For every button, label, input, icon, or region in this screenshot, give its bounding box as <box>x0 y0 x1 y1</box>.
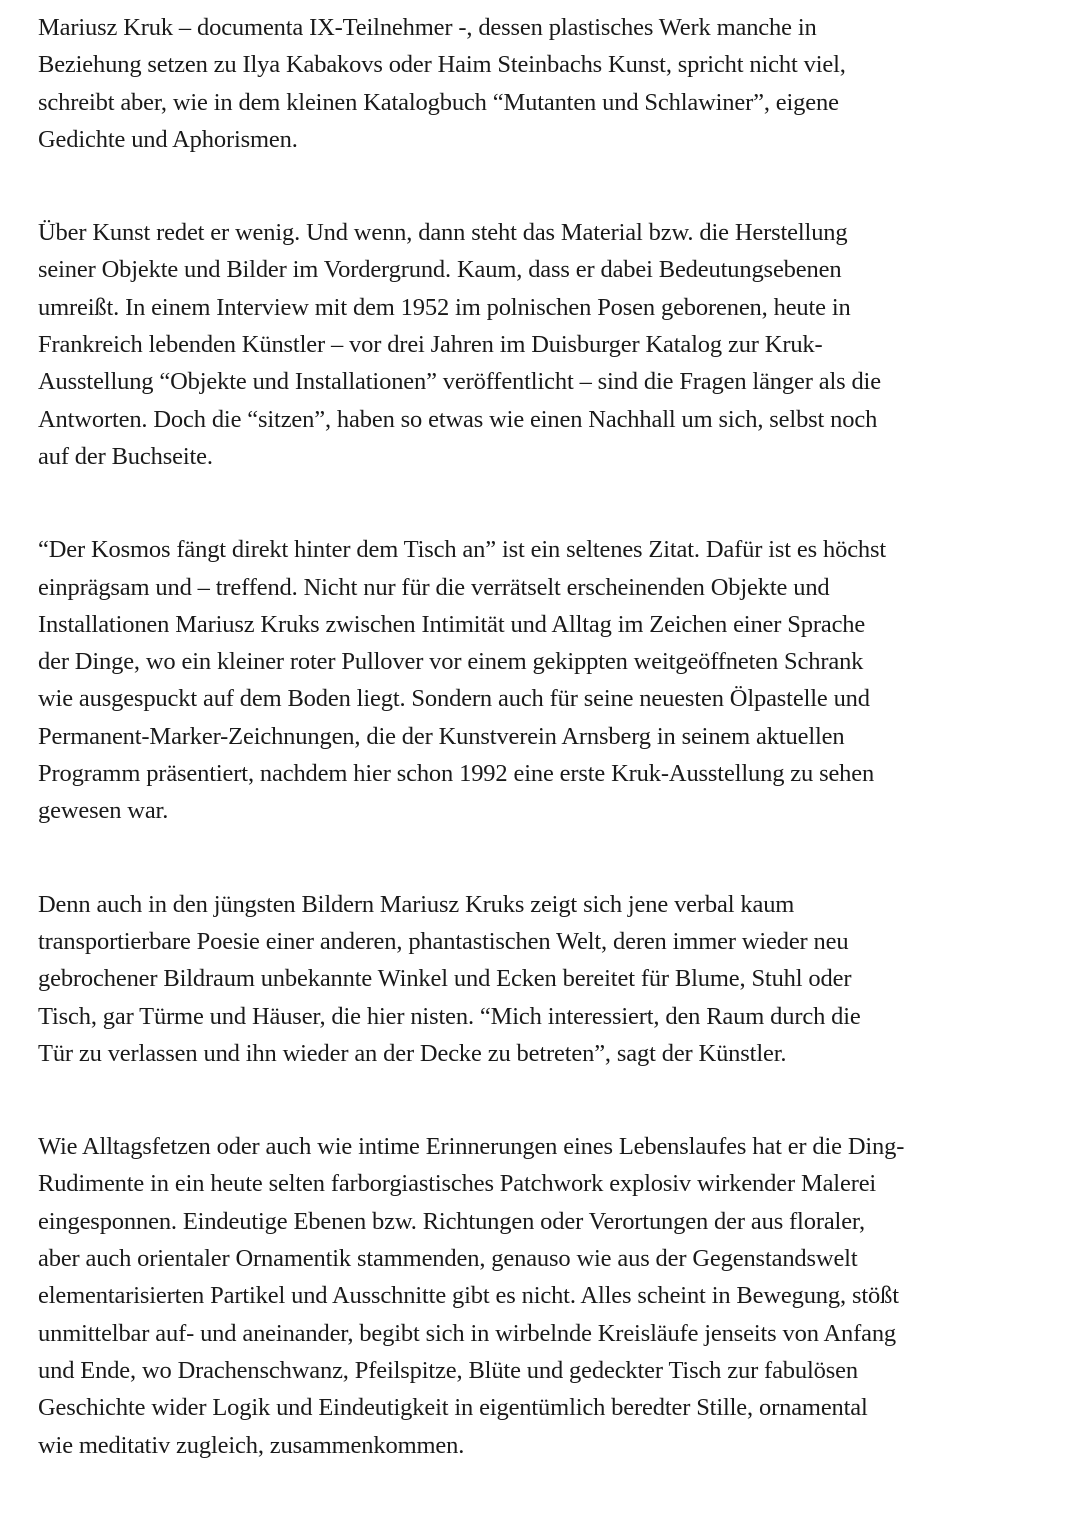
text-line: schreibt aber, wie in dem kleinen Katalogbuch “Mutanten und Schlawiner”, eigene <box>38 88 839 116</box>
paragraph-kosmos-quote <box>38 531 1078 829</box>
paragraph-patchwork <box>38 1128 1078 1464</box>
text-line: Programm präsentiert, nachdem hier schon 1992 eine erste Kruk-Ausstellung zu sehen <box>38 760 875 788</box>
text-line: Antworten. Doch die “sitzen”, haben so etwas wie einen Nachhall um sich, selbst noch <box>38 405 878 433</box>
text-line: Rudimente in ein heute selten farborgiastisches Patchwork explosiv wirkender Malerei <box>38 1170 877 1198</box>
text-line: Ausstellung “Objekte und Installationen” veröffentlicht – sind die Fragen länger als die <box>38 368 881 396</box>
paragraph-about-art <box>38 214 1078 475</box>
text-line: aber auch orientaler Ornamentik stammenden, genauso wie aus der Gegenstandswelt <box>38 1245 858 1273</box>
text-line: Über Kunst redet er wenig. Und wenn, dann steht das Material bzw. die Herstellung <box>38 219 848 247</box>
text-line: gebrochener Bildraum unbekannte Winkel und Ecken bereitet für Blume, Stuhl oder <box>38 965 852 993</box>
text-line: Tisch, gar Türme und Häuser, die hier nisten. “Mich interessiert, den Raum durch die <box>38 1002 861 1030</box>
article-body <box>38 9 1078 1520</box>
text-line: Installationen Mariusz Kruks zwischen Intimität und Alltag im Zeichen einer Sprache <box>38 610 866 638</box>
text-line: einprägsam und – treffend. Nicht nur für die verrätselt erscheinenden Objekte und <box>38 573 830 601</box>
text-line: Gedichte und Aphorismen. <box>38 125 298 153</box>
text-line: wie meditativ zugleich, zusammenkommen. <box>38 1431 465 1459</box>
paragraph-intro <box>38 9 1078 158</box>
text-line: gewesen war. <box>38 797 169 825</box>
text-line: und Ende, wo Drachenschwanz, Pfeilspitze, Blüte und gedeckter Tisch zur fabulösen <box>38 1356 858 1384</box>
text-line: seiner Objekte und Bilder im Vordergrund. Kaum, dass er dabei Bedeutungsebenen <box>38 256 842 284</box>
text-line: Geschichte wider Logik und Eindeutigkeit in eigentümlich beredter Stille, ornamental <box>38 1394 868 1422</box>
text-line: Frankreich lebenden Künstler – vor drei Jahren im Duisburger Katalog zur Kruk- <box>38 331 823 359</box>
text-line: wie ausgespuckt auf dem Boden liegt. Sondern auch für seine neuesten Ölpastelle und <box>38 685 870 713</box>
paragraph-recent-works <box>38 886 1078 1072</box>
text-line: Beziehung setzen zu Ilya Kabakovs oder Haim Steinbachs Kunst, spricht nicht viel, <box>38 51 846 79</box>
text-line: Wie Alltagsfetzen oder auch wie intime Erinnerungen eines Lebenslaufes hat er die Ding- <box>38 1133 905 1161</box>
text-line: der Dinge, wo ein kleiner roter Pullover vor einem gekippten weitgeöffneten Schrank <box>38 648 864 676</box>
text-line: unmittelbar auf- und aneinander, begibt sich in wirbelnde Kreisläufe jenseits von Anfang <box>38 1319 897 1347</box>
text-line: Tür zu verlassen und ihn wieder an der Decke zu betreten”, sagt der Künstler. <box>38 1039 787 1067</box>
text-line: eingesponnen. Eindeutige Ebenen bzw. Richtungen oder Verortungen der aus floraler, <box>38 1207 865 1235</box>
text-line: umreißt. In einem Interview mit dem 1952 im polnischen Posen geborenen, heute in <box>38 293 851 321</box>
text-line: Mariusz Kruk – documenta IX-Teilnehmer -, dessen plastisches Werk manche in <box>38 14 817 41</box>
text-line: Denn auch in den jüngsten Bildern Mariusz Kruks zeigt sich jene verbal kaum <box>38 890 795 918</box>
text-line: auf der Buchseite. <box>38 442 213 470</box>
text-line: elementarisierten Partikel und Ausschnitte gibt es nicht. Alles scheint in Bewegung, stößt <box>38 1282 899 1310</box>
text-line: Permanent-Marker-Zeichnungen, die der Kunstverein Arnsberg in seinem aktuellen <box>38 722 845 750</box>
text-line: transportierbare Poesie einer anderen, phantastischen Welt, deren immer wieder neu <box>38 927 849 955</box>
text-line: “Der Kosmos fängt direkt hinter dem Tisch an” ist ein seltenes Zitat. Dafür ist es höchst <box>38 536 887 564</box>
